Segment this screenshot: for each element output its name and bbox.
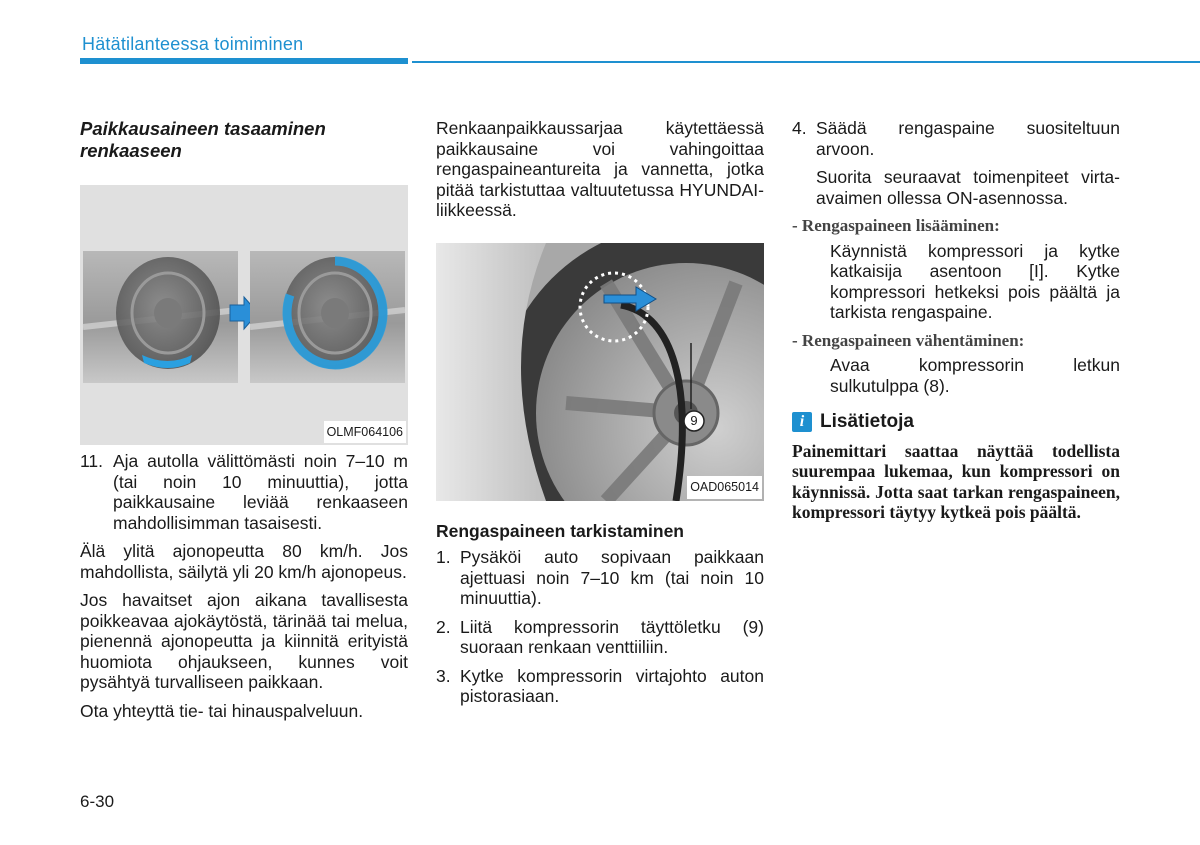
list-item <box>436 547 764 609</box>
list-item <box>436 617 764 658</box>
list-text: Aja autolla välittömästi noin 7–10 m (tai noin 10 minuuttia), jotta paikkausaine leviää renkaaseen mahdollisimman tasaisesti. <box>113 451 408 533</box>
list-number: 2. <box>436 616 451 637</box>
section-title-pressure-check: Rengaspaineen tarkistaminen <box>436 520 684 541</box>
column-left <box>80 118 408 729</box>
header-rule-thin <box>412 61 1200 63</box>
speed-paragraph: Älä ylitä ajonopeutta 80 km/h. Jos mahdollista, säilytä yli 20 km/h ajonopeus. <box>80 541 408 582</box>
subheading-decrease-pressure: - Rengaspaineen vähentäminen: <box>792 330 1025 350</box>
info-icon: i <box>792 412 812 432</box>
list-text: Pysäköi auto sopivaan paikkaan ajettuasi noin 7–10 km (tai noin 10 minuuttia). <box>460 547 764 608</box>
list-text: Kytke kompressorin virtajohto auton pistorasiaan. <box>460 665 764 706</box>
figure-compressor-hose <box>436 243 764 501</box>
section-header-title: Hätätilanteessa toimiminen <box>82 34 304 54</box>
list-item-11 <box>80 451 408 533</box>
header-rule-thick <box>80 58 408 64</box>
tire-sealant-illustration <box>80 185 408 445</box>
figure-caption-code: OAD065014 <box>687 476 762 499</box>
list-text: Liitä kompressorin täyttöletku (9) suoraan renkaan venttiiliin. <box>460 616 764 657</box>
subheading-increase-pressure: - Rengaspaineen lisääminen: <box>792 216 1000 235</box>
column-middle <box>436 118 764 715</box>
section-title-sealant: Paikkausaineen tasaaminen renkaaseen <box>80 118 326 161</box>
figure-caption-code: OLMF064106 <box>324 421 406 444</box>
ignition-note: Suorita seuraavat toimenpiteet virta-avaimen ollessa ON-asennossa. <box>816 167 1120 208</box>
contact-service-paragraph: Ota yhteyttä tie- tai hinauspalveluun. <box>80 700 364 721</box>
callout-number: 9 <box>690 412 698 428</box>
compressor-hose-illustration <box>436 243 764 501</box>
list-item-4 <box>792 118 1120 159</box>
info-text: Painemittari saattaa näyttää todellista suurempaa lukemaa, kun kompressori on käynnissä. Jotta saat tarkan rengaspaineen, kompressori täytyy kytkeä pois päältä. <box>792 440 1120 522</box>
info-heading <box>792 412 1120 433</box>
column-right <box>792 118 1120 523</box>
list-text: Säädä rengaspaine suositeltuun arvoon. <box>816 118 1120 159</box>
list-number: 4. <box>792 118 807 138</box>
list-number: 11. <box>80 451 104 471</box>
list-number: 1. <box>436 547 451 567</box>
list-number: 3. <box>436 665 451 686</box>
abnormal-driving-paragraph: Jos havaitset ajon aikana tavallisesta poikkeavaa ajokäytöstä, tärinää tai melua, pienennä ajonopeutta ja kiinnitä erityistä huomiota ohjaukseen, kunnes voit pysähtyä turvalliseen paikkaan. <box>80 590 408 692</box>
decrease-pressure-text: Avaa kompressorin letkun sulkutulppa (8). <box>830 355 1120 396</box>
intro-paragraph: Renkaanpaikkaussarjaa käytettäessä paikkausaine voi vahingoittaa rengaspaineantureita ja vannetta, jotka pitää tarkistuttaa valtuutetussa HYUNDAI-liikkeessä. <box>436 118 764 220</box>
page-number: 6-30 <box>80 792 115 811</box>
pressure-check-list <box>436 547 764 707</box>
info-title: Lisätietoja <box>820 411 914 432</box>
increase-pressure-text: Käynnistä kompressori ja kytke katkaisija asentoon [I]. Kytke kompressori hetkeksi pois päältä ja tarkista rengaspaine. <box>830 240 1120 322</box>
list-item <box>436 666 764 707</box>
figure-tire-sealant <box>80 185 408 445</box>
